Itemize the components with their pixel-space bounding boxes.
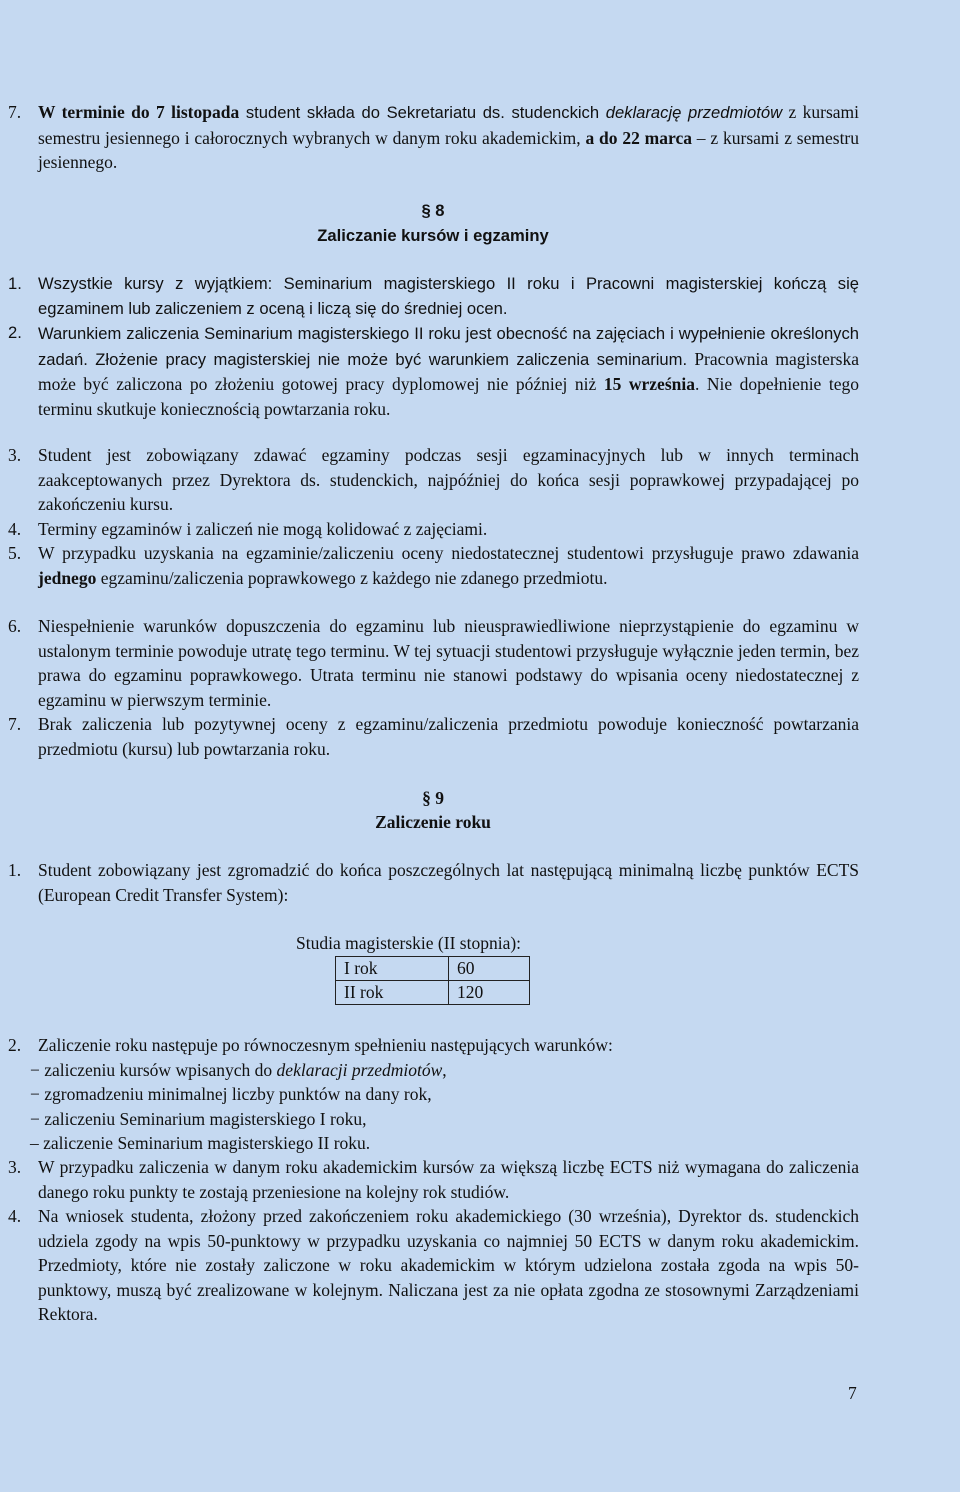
item-number: 1. <box>8 860 22 880</box>
item-intro: Zaliczenie roku następuje po równoczesnym spełnieniu następujących warunków: <box>38 1035 613 1055</box>
table-row <box>336 957 530 981</box>
item-number: 1. <box>8 274 22 293</box>
table-caption: Studia magisterskie (II stopnia): <box>296 933 522 953</box>
list-item <box>8 1204 859 1327</box>
item-number: 4. <box>8 1206 22 1226</box>
emphasis-bold: jednego <box>38 567 97 588</box>
declaration-italic: deklaracji przedmiotów <box>276 1059 443 1080</box>
ects-table <box>335 956 530 1005</box>
list-item <box>8 321 859 421</box>
item-text: Wszystkie kursy z wyjątkiem: Seminarium magisterskiego II roku i Pracowni magisterskiej kończą się egzaminem lub zaliczeniem z oceną i liczą się do średniej ocen. <box>38 274 859 318</box>
text-run: Pracownia magisterska może być zaliczona po złożeniu gotowej pracy dyplomowej nie później niż <box>38 348 859 394</box>
item-number: 5. <box>8 543 22 563</box>
list-item <box>8 858 859 907</box>
list-item <box>8 1033 859 1156</box>
text-run: z kursami semestru jesiennego i całorocznych wybranych w danym roku akademickim, <box>38 102 859 148</box>
section-symbol: § 8 <box>421 201 445 220</box>
text-run: – z kursami z semestru jesiennego. <box>38 127 860 172</box>
list-item <box>8 100 859 175</box>
text-run: − zaliczeniu kursów wpisanych do <box>30 1059 277 1080</box>
points-cell: 60 <box>449 957 530 981</box>
item-text <box>30 1033 859 1156</box>
text-run: . Nie dopełnienie tego terminu skutkuje koniecznością powtarzania roku. <box>38 374 859 419</box>
list-item <box>8 272 859 321</box>
text-run: student składa do Sekretariatu ds. studenckich <box>239 103 606 122</box>
text-run: W przypadku uzyskania na egzaminie/zaliczeniu oceny niedostatecznej studentowi przysługuje prawo zdawania <box>38 543 859 563</box>
list-item <box>8 541 859 590</box>
item-text: Brak zaliczenia lub pozytywnej oceny z egzaminu/zaliczenia przedmiotu powoduje konieczność powtarzania przedmiotu (kursu) lub powtarzania roku. <box>38 714 859 759</box>
item-text <box>38 100 859 175</box>
condition-item: − zaliczeniu Seminarium magisterskiego I roku, <box>30 1108 367 1129</box>
deadline-bold: 15 września <box>603 374 695 394</box>
item-number: 2. <box>8 1035 22 1055</box>
item-number: 6. <box>8 616 22 636</box>
item-text: Student jest zobowiązany zdawać egzaminy podczas sesji egzaminacyjnych lub w innych terminach zaakceptowanych przez Dyrektora ds. studenckich, najpóźniej do końca sesji poprawkowej przypadającej po zakończeniu kursu. <box>38 445 859 514</box>
item-text: Terminy egzaminów i zaliczeń nie mogą kolidować z zajęciami. <box>38 519 488 539</box>
item-number: 7. <box>8 102 22 122</box>
list-item <box>8 712 859 761</box>
condition-item <box>30 1058 859 1083</box>
item-text: Niespełnienie warunków dopuszczenia do egzaminu lub nieusprawiedliwione nieprzystąpienie do egzaminu w ustalonym terminie powoduje utratę tego terminu. W tej sytuacji studentowi przysługuje wyłącznie jeden termin, bez prawa do egzaminu poprawkowego. Utrata terminu nie stanowi podstawy do wpisania oceny niedostatecznej z egzaminu w pierwszym terminie. <box>38 616 859 710</box>
page-number: 7 <box>848 1383 857 1403</box>
section-title: Zaliczenie roku <box>375 812 491 832</box>
item-text: Na wniosek studenta, złożony przed zakończeniem roku akademickiego (30 września), Dyrektor ds. studenckich udziela zgody na wpis 50-punktowy w przypadku uzyskania co najmniej 50 ECTS w danym roku akademickim. Przedmioty, które nie zostały zaliczone w roku akademickim w którym udzielona została zgoda na wpis 50-punktowy, muszą być zrealizowane w kolejnym. Naliczana jest za nie opłata zgodna ze stosownymi Zarządzeniami Rektora. <box>38 1206 859 1324</box>
conditions-list <box>30 1058 859 1156</box>
item-number: 3. <box>8 445 22 465</box>
item-number: 2. <box>8 323 22 342</box>
deadline-bold: a do 22 marca <box>585 127 692 148</box>
year-cell: II rok <box>336 981 449 1005</box>
points-cell: 120 <box>449 981 530 1005</box>
condition-item: – zaliczenie Seminarium magisterskiego II roku. <box>30 1133 371 1153</box>
list-item <box>8 614 859 712</box>
text-run: Warunkiem zaliczenia Seminarium magisterskiego II roku jest obecność na zajęciach i wypełnienie określonych zadań. Złożenie pracy magisterskiej nie może być warunkiem zaliczenia seminarium. <box>38 324 859 369</box>
year-cell: I rok <box>336 957 449 981</box>
item-number: 4. <box>8 519 22 539</box>
item-number: 3. <box>8 1157 22 1177</box>
section-title: Zaliczanie kursów i egzaminy <box>317 226 549 245</box>
item-text <box>38 321 859 421</box>
deadline-bold: W terminie do 7 listopada <box>38 102 240 122</box>
list-item <box>8 1155 859 1204</box>
declaration-italic: deklarację przedmiotów <box>605 103 783 122</box>
list-item <box>8 443 859 517</box>
item-text: W przypadku zaliczenia w danym roku akademickim kursów za większą liczbę ECTS niż wymagana do zaliczenia danego roku punkty te zostają przeniesione na kolejny rok studiów. <box>38 1157 859 1202</box>
list-item <box>8 517 859 542</box>
text-run: egzaminu/zaliczenia poprawkowego z każdego nie zdanego przedmiotu. <box>96 567 608 588</box>
item-number: 7. <box>8 714 22 734</box>
table-row <box>336 981 530 1005</box>
condition-item: − zgromadzeniu minimalnej liczby punktów na dany rok, <box>30 1084 432 1104</box>
item-text <box>38 541 859 590</box>
section-symbol: § 9 <box>422 788 444 808</box>
text-run: , <box>442 1059 447 1080</box>
item-text: Student zobowiązany jest zgromadzić do końca poszczególnych lat następującą minimalną liczbę punktów ECTS (European Credit Transfer System): <box>38 860 859 905</box>
